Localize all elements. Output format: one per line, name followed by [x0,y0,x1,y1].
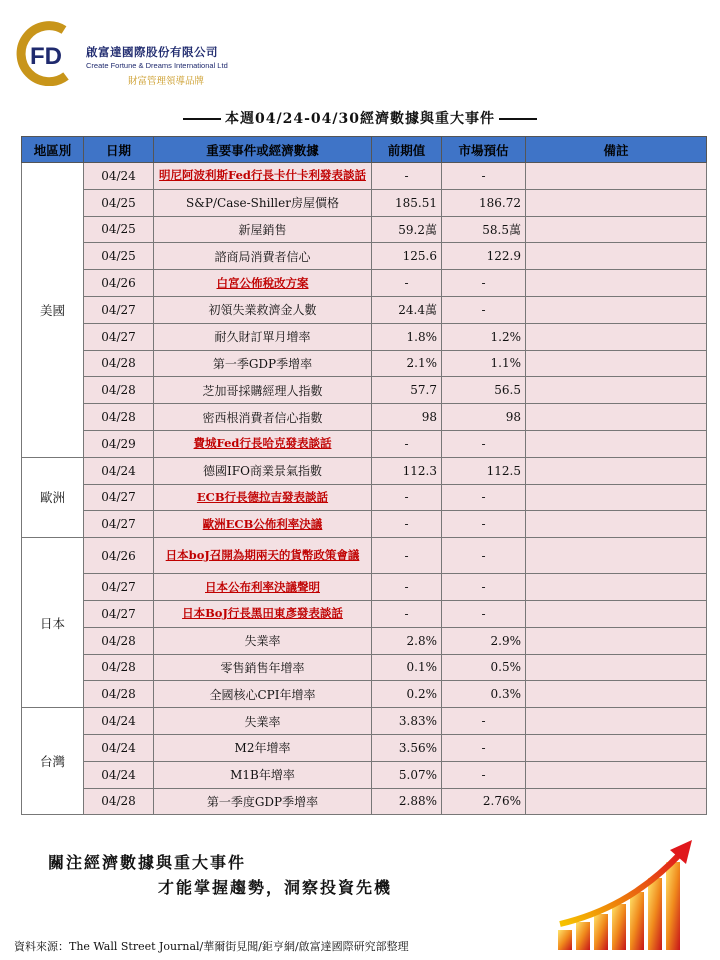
table-row [22,600,707,627]
row-notes [526,270,707,297]
table-row [22,708,707,735]
row-forecast: - [442,538,526,574]
row-previous: 24.4萬 [372,296,442,323]
row-notes [526,654,707,681]
row-date: 04/27 [84,574,154,601]
row-previous: - [372,600,442,627]
row-event: 日本公布利率決議聲明 [154,574,372,601]
row-previous: 185.51 [372,189,442,216]
table-row [22,788,707,815]
row-event: M1B年增率 [154,761,372,788]
col-header-previous: 前期值 [372,137,442,163]
row-previous: 5.07% [372,761,442,788]
table-row [22,296,707,323]
row-forecast: - [442,270,526,297]
row-previous: - [372,430,442,457]
row-forecast: 1.2% [442,323,526,350]
row-previous: - [372,538,442,574]
page-title: 本週04/24-04/30經濟數據與重大事件 [179,111,541,127]
row-previous: - [372,484,442,511]
row-date: 04/28 [84,654,154,681]
row-notes [526,681,707,708]
row-event: 第一季GDP季增率 [154,350,372,377]
row-notes [526,243,707,270]
row-previous: - [372,574,442,601]
row-date: 04/25 [84,216,154,243]
title-dash-right [499,118,537,120]
row-date: 04/24 [84,734,154,761]
economic-events-table [21,136,707,815]
row-forecast: 2.9% [442,627,526,654]
row-event: 新屋銷售 [154,216,372,243]
row-forecast: 112.5 [442,457,526,484]
row-date: 04/27 [84,323,154,350]
row-forecast: - [442,734,526,761]
row-forecast: - [442,574,526,601]
row-event: 密西根消費者信心指數 [154,404,372,431]
row-notes [526,457,707,484]
region-europe: 歐洲 [22,457,84,537]
row-event: 全國核心CPI年增率 [154,681,372,708]
row-previous: 2.1% [372,350,442,377]
data-source-note: 資料來源：The Wall Street Journal/華爾街見聞/鉅亨網/啟富達國際研究部整理 [14,940,409,953]
company-tagline: 財富管理領導品牌 [128,76,205,87]
row-date: 04/25 [84,243,154,270]
row-date: 04/25 [84,189,154,216]
row-event: M2年增率 [154,734,372,761]
row-forecast: 58.5萬 [442,216,526,243]
table-row [22,216,707,243]
row-date: 04/24 [84,761,154,788]
region-japan: 日本 [22,538,84,708]
table-header-row [22,137,707,163]
row-forecast: 2.76% [442,788,526,815]
row-event: 白宮公佈稅改方案 [154,270,372,297]
table-row [22,404,707,431]
table-row [22,761,707,788]
row-previous: 0.1% [372,654,442,681]
row-previous: 3.83% [372,708,442,735]
table-row [22,377,707,404]
row-date: 04/27 [84,484,154,511]
row-notes [526,404,707,431]
company-name-en: Create Fortune & Dreams International Ltd [86,61,228,70]
row-notes [526,163,707,190]
row-notes [526,350,707,377]
row-forecast: - [442,761,526,788]
row-notes [526,189,707,216]
row-event: 失業率 [154,708,372,735]
col-header-date: 日期 [84,137,154,163]
table-row [22,323,707,350]
col-header-forecast: 市場預估 [442,137,526,163]
row-date: 04/24 [84,163,154,190]
table-row [22,163,707,190]
table-row [22,574,707,601]
row-forecast: 56.5 [442,377,526,404]
row-event: 明尼阿波利斯Fed行長卡什卡利發表談話 [154,163,372,190]
row-event: 日本BoJ行長黑田東彥發表談話 [154,600,372,627]
row-notes [526,574,707,601]
row-date: 04/28 [84,377,154,404]
row-forecast: - [442,430,526,457]
page-title-row [0,108,720,128]
row-date: 04/28 [84,350,154,377]
row-notes [526,538,707,574]
row-date: 04/24 [84,457,154,484]
row-forecast: 1.1% [442,350,526,377]
row-event: ECB行長德拉吉發表談話 [154,484,372,511]
table-row [22,484,707,511]
row-date: 04/27 [84,600,154,627]
row-date: 04/28 [84,627,154,654]
row-notes [526,511,707,538]
title-dash-left [183,118,221,120]
row-date: 04/28 [84,681,154,708]
row-previous: 2.8% [372,627,442,654]
row-forecast: 186.72 [442,189,526,216]
slogan-line-1: 關注經濟數據與重大事件 [48,853,247,872]
row-event: 零售銷售年增率 [154,654,372,681]
row-notes [526,734,707,761]
row-previous: - [372,270,442,297]
row-forecast: - [442,484,526,511]
row-date: 04/26 [84,270,154,297]
row-notes [526,600,707,627]
row-event: 費城Fed行長哈克發表談話 [154,430,372,457]
col-header-notes: 備註 [526,137,707,163]
row-notes [526,296,707,323]
row-date: 04/28 [84,788,154,815]
table-row [22,511,707,538]
row-forecast: 122.9 [442,243,526,270]
table-row [22,350,707,377]
row-forecast: - [442,163,526,190]
table-row [22,189,707,216]
row-notes [526,761,707,788]
row-event: 失業率 [154,627,372,654]
table-row [22,654,707,681]
fd-logo-icon [14,20,80,86]
row-forecast: - [442,296,526,323]
row-previous: 2.88% [372,788,442,815]
row-event: 初領失業救濟金人數 [154,296,372,323]
table-row [22,243,707,270]
row-date: 04/28 [84,404,154,431]
row-previous: 0.2% [372,681,442,708]
col-header-event: 重要事件或經濟數據 [154,137,372,163]
col-header-region: 地區別 [22,137,84,163]
row-notes [526,430,707,457]
row-event: 第一季度GDP季增率 [154,788,372,815]
row-notes [526,216,707,243]
company-logo [14,18,254,98]
row-notes [526,323,707,350]
row-date: 04/27 [84,511,154,538]
row-date: 04/29 [84,430,154,457]
region-usa: 美國 [22,163,84,458]
table-row [22,457,707,484]
row-forecast: - [442,600,526,627]
row-date: 04/27 [84,296,154,323]
row-event: 諮商局消費者信心 [154,243,372,270]
row-forecast: - [442,708,526,735]
row-event: 日本boJ召開為期兩天的貨幣政策會議 [154,538,372,574]
row-notes [526,484,707,511]
table-row [22,681,707,708]
slogan-line-2: 才能掌握趨勢，洞察投資先機 [158,878,393,897]
row-forecast: 0.3% [442,681,526,708]
company-name-cn: 啟富達國際股份有限公司 [86,45,218,59]
growth-chart-icon [552,834,710,956]
row-previous: 112.3 [372,457,442,484]
row-forecast: 98 [442,404,526,431]
row-previous: 1.8% [372,323,442,350]
row-notes [526,708,707,735]
row-notes [526,788,707,815]
table-row [22,430,707,457]
table-row [22,538,707,574]
table-row [22,270,707,297]
row-event: 歐洲ECB公佈利率決議 [154,511,372,538]
row-notes [526,627,707,654]
row-event: 德國IFO商業景氣指數 [154,457,372,484]
row-event: 耐久財訂單月增率 [154,323,372,350]
row-forecast: 0.5% [442,654,526,681]
row-date: 04/24 [84,708,154,735]
row-event: S&P/Case-Shiller房屋價格 [154,189,372,216]
row-date: 04/26 [84,538,154,574]
row-previous: 57.7 [372,377,442,404]
row-event: 芝加哥採購經理人指數 [154,377,372,404]
row-previous: - [372,511,442,538]
region-taiwan: 台灣 [22,708,84,815]
row-previous: 3.56% [372,734,442,761]
row-previous: 59.2萬 [372,216,442,243]
table-row [22,734,707,761]
row-notes [526,377,707,404]
svg-text:FD: FD [30,43,62,70]
row-previous: - [372,163,442,190]
row-forecast: - [442,511,526,538]
row-previous: 125.6 [372,243,442,270]
row-previous: 98 [372,404,442,431]
table-row [22,627,707,654]
